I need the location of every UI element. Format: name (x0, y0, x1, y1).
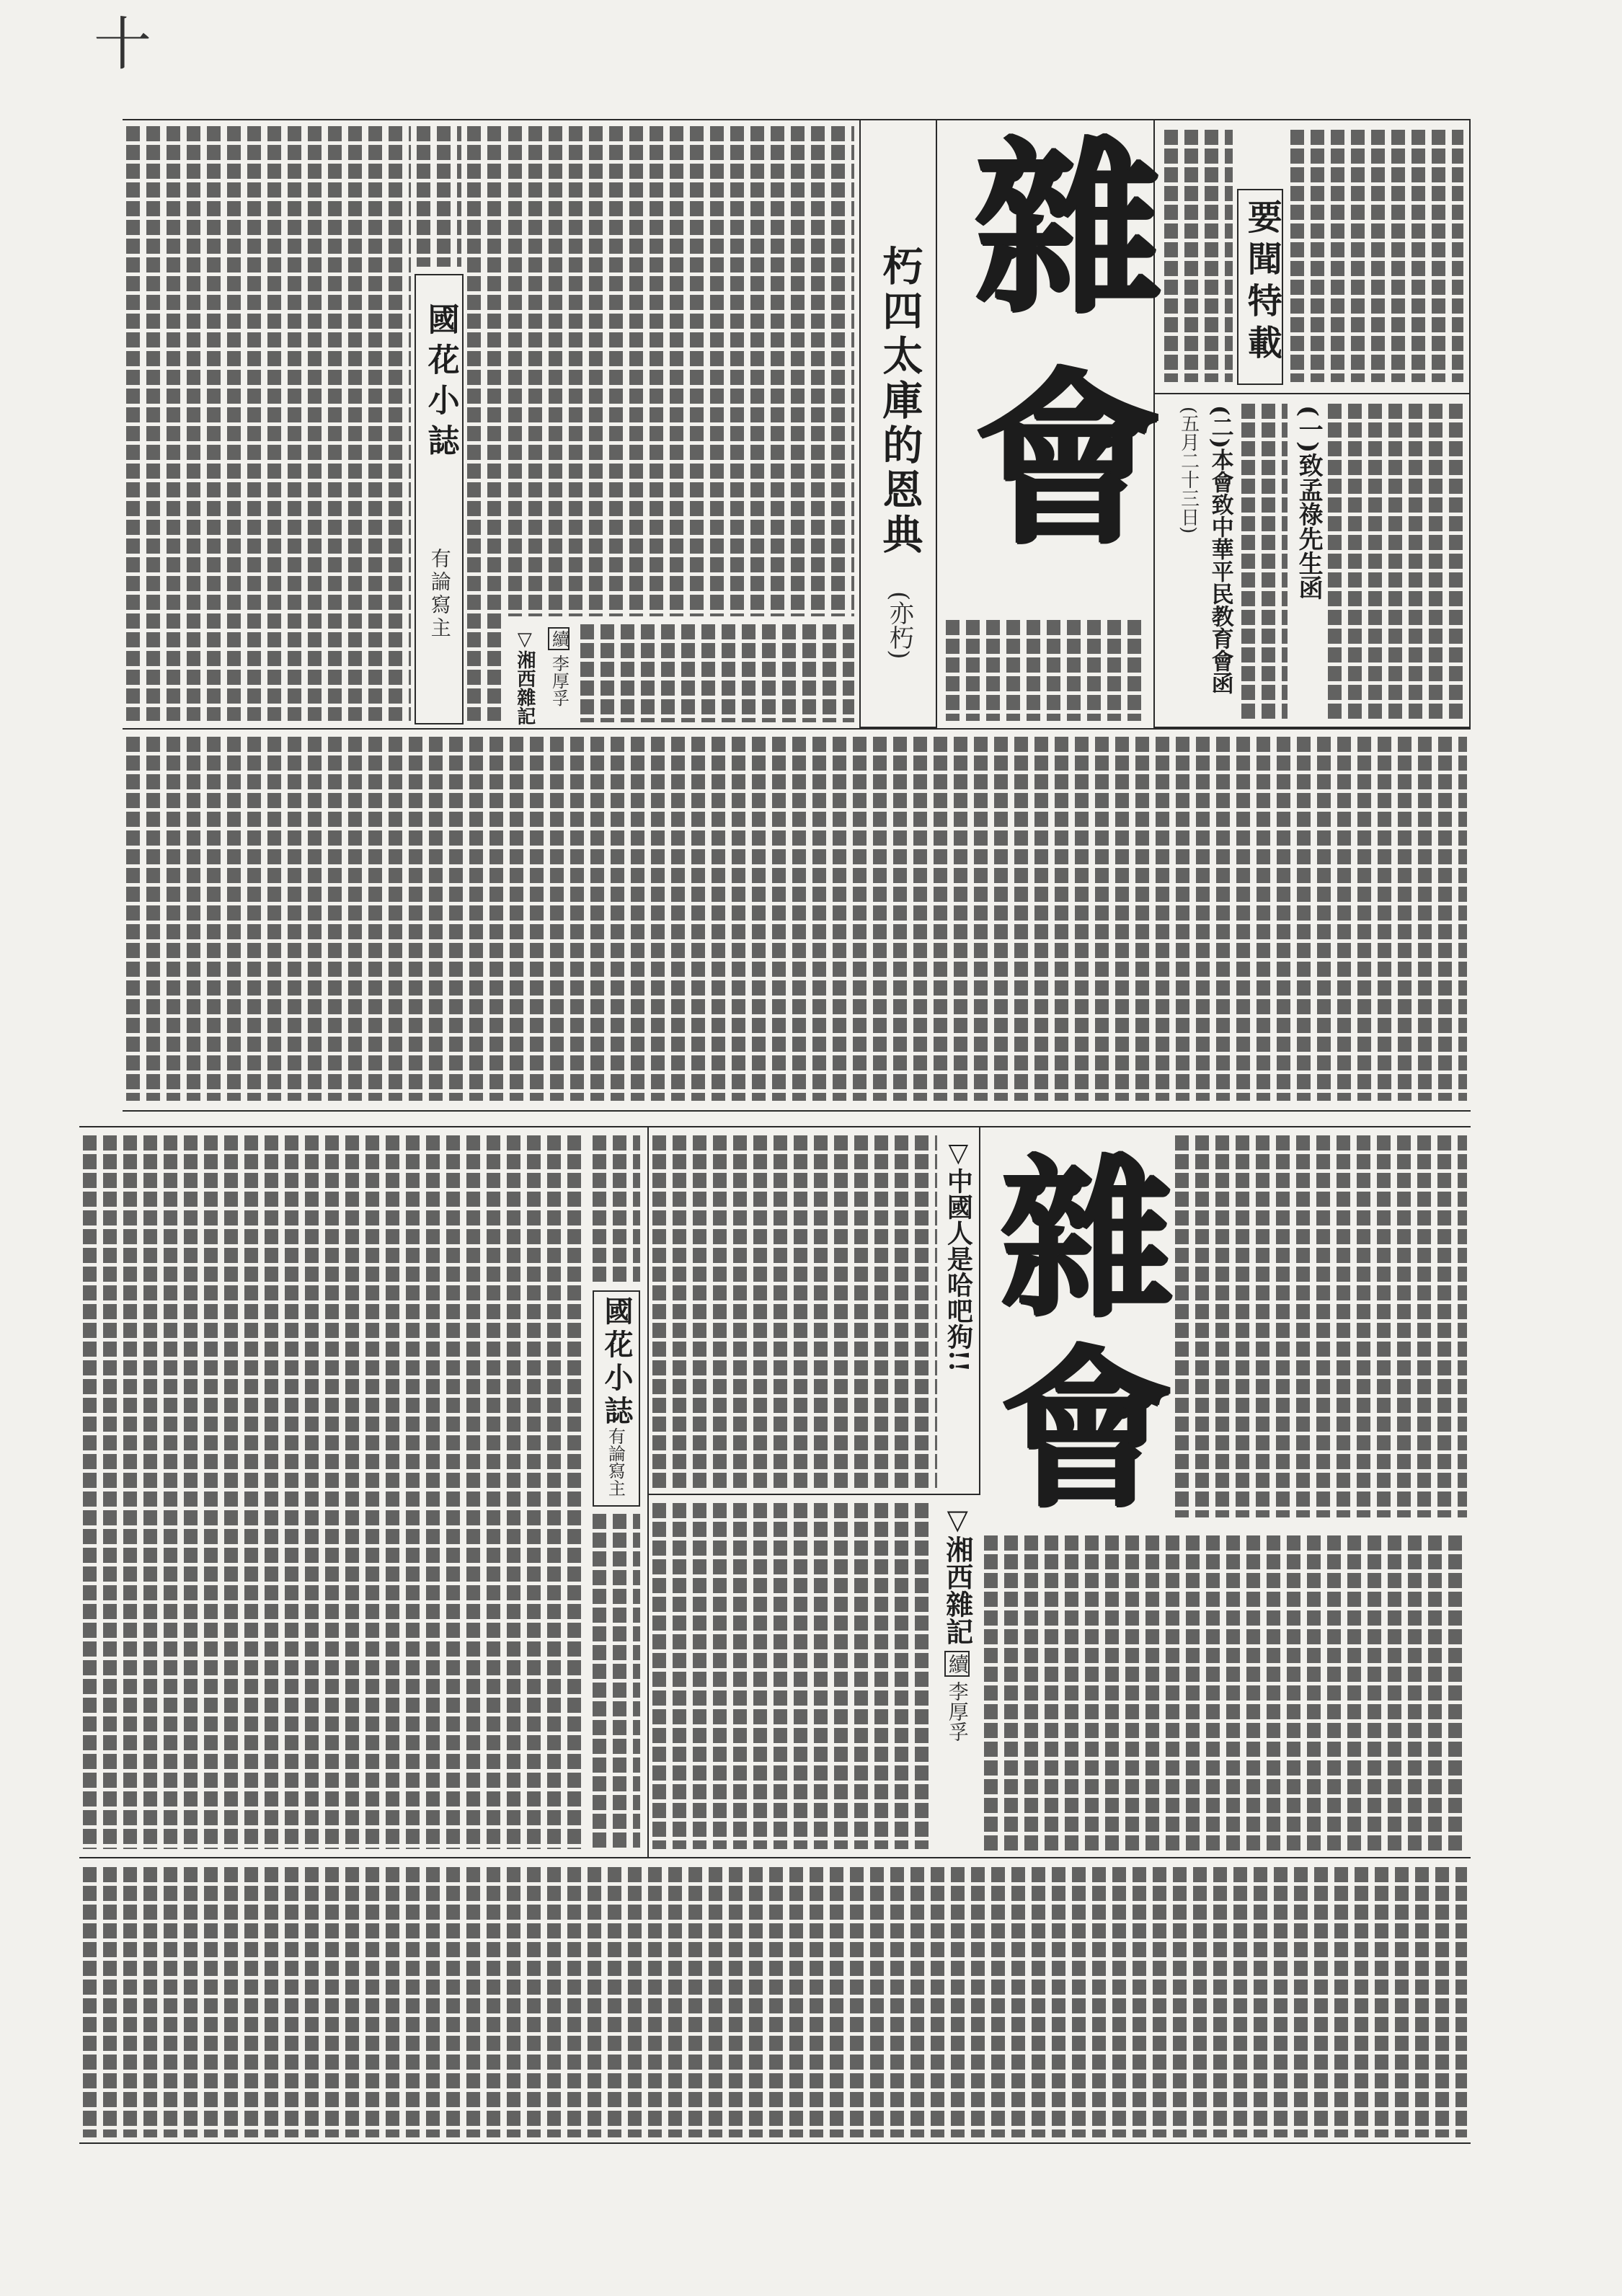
letter-text-block (1328, 404, 1465, 721)
travel-notes-author: 李厚孚 (945, 1681, 970, 1742)
essay-title: 朽四太庫的恩典 (876, 245, 924, 558)
essay-divider (647, 1494, 980, 1495)
flowers-body (593, 1135, 640, 1283)
feature-text-block (1164, 130, 1233, 382)
flowers-body (593, 1514, 640, 1849)
continued-articles-text (126, 737, 1467, 1101)
flowers-title: 國花小誌 (422, 303, 459, 464)
page-corner-mark: 十 (94, 11, 151, 78)
masthead-title: 雜會 (971, 1148, 1174, 1528)
essay-heading (943, 1138, 972, 1373)
notice-title-2: (二)本會致中華平民教育會函 (1207, 405, 1233, 695)
travel-notes-title: 湘西雜記 (941, 1535, 974, 1645)
flowers-body (417, 126, 461, 267)
bottom-middle-rule (79, 1857, 1471, 1858)
top-bottom-rule (123, 1110, 1471, 1112)
masthead-text-block (946, 620, 1148, 721)
continued-tag: 續 (944, 1651, 970, 1677)
flowers-author: 有論寫主 (605, 1427, 626, 1497)
essay-body (508, 126, 854, 616)
feature-label: 要聞特載 (1241, 199, 1282, 366)
heading-marker: ▽ (943, 1138, 974, 1168)
essay-body (580, 624, 854, 722)
flowers-author: 有論寫主 (427, 548, 452, 640)
continued-tag: 續 (548, 627, 570, 650)
bottom-end-rule (79, 2142, 1471, 2144)
flowers-body (83, 1135, 588, 1849)
travel-notes-title: 湘西雜記 (513, 650, 536, 725)
travel-notes-byline (548, 627, 570, 706)
feature-text-block (1290, 130, 1463, 382)
travel-notes-byline (944, 1651, 970, 1742)
masthead-title: 雜會 (943, 130, 1163, 591)
feature-text-block (1175, 1135, 1467, 1517)
column-rule (647, 1126, 649, 1857)
heading-marker: ▽ (513, 629, 536, 650)
travel-notes-author: 李厚孚 (549, 655, 570, 706)
flowers-title: 國花小誌 (600, 1296, 634, 1429)
essay-title: 中國人是哈吧狗!! (943, 1168, 974, 1373)
travel-notes-body (652, 1503, 934, 1849)
essay-body (652, 1135, 937, 1489)
feature-divider (1153, 393, 1471, 394)
travel-notes-body (467, 126, 505, 721)
travel-notes-heading (941, 1503, 973, 1645)
top-middle-rule (123, 728, 1471, 730)
flowers-body (126, 126, 411, 721)
feature-text-block (984, 1535, 1467, 1853)
notice-date-2: (五月二十三日) (1177, 407, 1200, 534)
continued-articles-text (83, 1867, 1467, 2137)
notice-title-1: (一)致孟祿先生函 (1294, 405, 1324, 600)
travel-notes-heading (513, 629, 535, 725)
letter-text-block (1241, 404, 1288, 721)
heading-marker: ▽ (941, 1503, 974, 1535)
essay-byline: (亦朽) (885, 591, 914, 660)
bottom-top-rule (79, 1126, 1471, 1127)
